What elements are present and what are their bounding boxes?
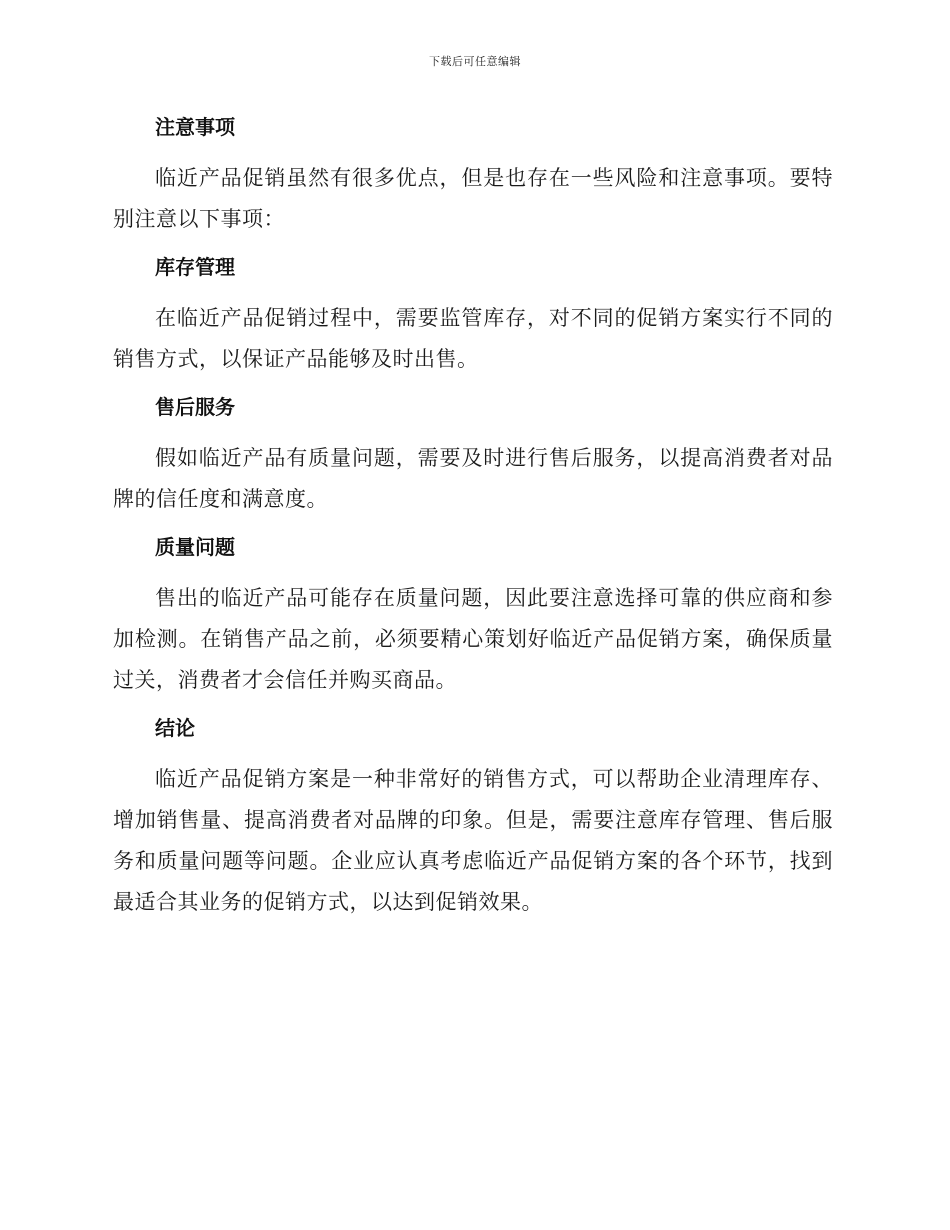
section-notes	[113, 112, 833, 240]
section-heading: 结论	[155, 716, 195, 740]
section-quality	[113, 532, 833, 701]
section-heading: 售后服务	[155, 395, 235, 419]
section-inventory	[113, 252, 833, 380]
section-paragraph: 售出的临近产品可能存在质量问题，因此要注意选择可靠的供应商和参加检测。在销售产品之前，必须要精心策划好临近产品促销方案，确保质量过关，消费者才会信任并购买商品。	[113, 586, 833, 692]
section-paragraph: 临近产品促销虽然有很多优点，但是也存在一些风险和注意事项。要特别注意以下事项：	[113, 166, 833, 231]
section-heading: 质量问题	[155, 535, 235, 559]
section-conclusion	[113, 713, 833, 923]
section-paragraph: 假如临近产品有质量问题，需要及时进行售后服务，以提高消费者对品牌的信任度和满意度。	[113, 446, 833, 511]
section-paragraph: 在临近产品促销过程中，需要监管库存，对不同的促销方案实行不同的销售方式，以保证产品能够及时出售。	[113, 306, 833, 371]
section-heading: 库存管理	[155, 255, 235, 279]
page-header: 下载后可任意编辑	[429, 55, 521, 68]
section-paragraph: 临近产品促销方案是一种非常好的销售方式，可以帮助企业清理库存、增加销售量、提高消费者对品牌的印象。但是，需要注意库存管理、售后服务和质量问题等问题。企业应认真考虑临近产品促销方案的各个环节，找到最适合其业务的促销方式，以达到促销效果。	[113, 767, 833, 914]
section-heading: 注意事项	[155, 115, 235, 139]
section-after-sales	[113, 392, 833, 520]
document-body	[113, 112, 833, 923]
